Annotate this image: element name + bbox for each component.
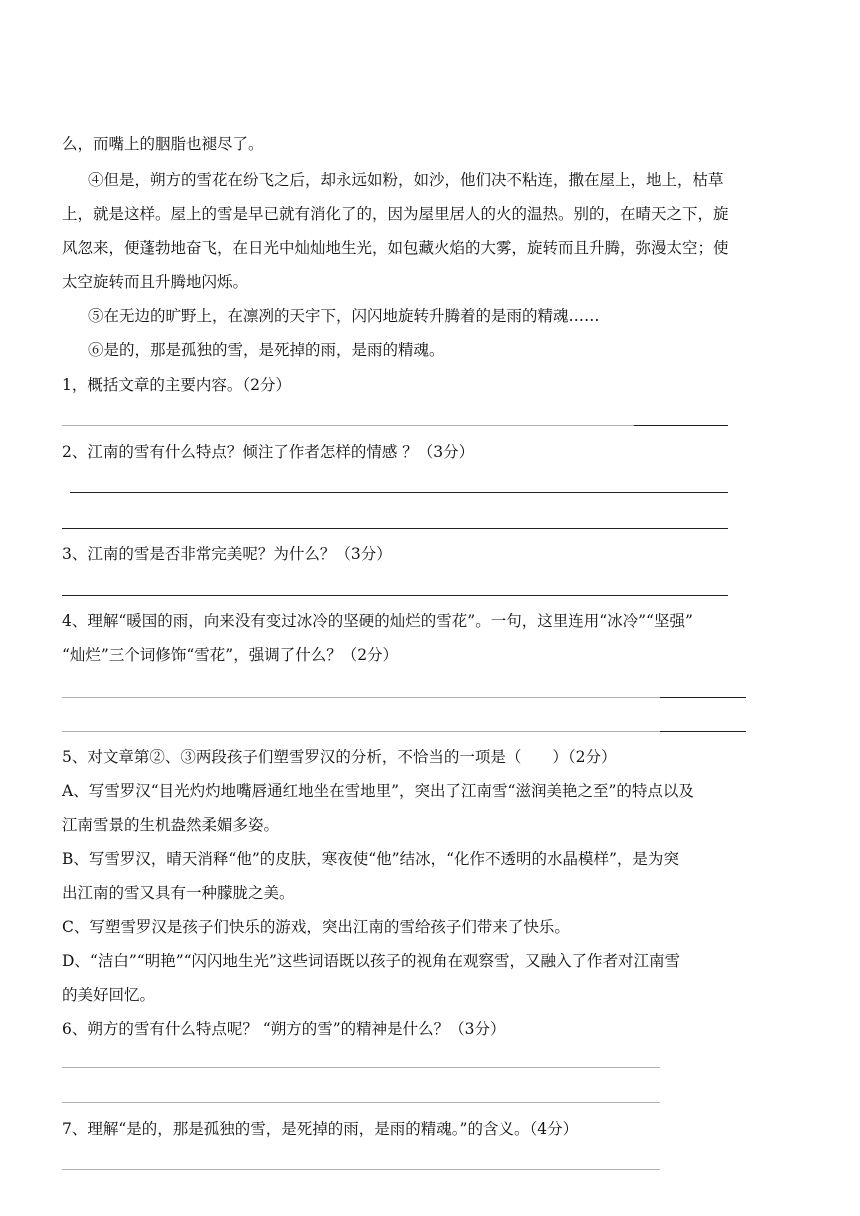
option-a-line: A、写雪罗汉“目光灼灼地嘴唇通红地坐在雪地里”，突出了江南雪“滋润美艳之至”的特点以及 — [62, 782, 694, 800]
answer-line[interactable] — [62, 1102, 660, 1103]
paragraph-6: ⑥是的，那是孤独的雪，是死掉的雨，是雨的精魂。 — [88, 341, 445, 359]
answer-line[interactable] — [660, 697, 746, 698]
option-d-line: 的美好回忆。 — [62, 986, 156, 1004]
question-5: 5、对文章第②、③两段孩子们塑雪罗汉的分析，不恰当的一项是（ ）（2分） — [62, 748, 617, 766]
answer-line[interactable] — [62, 425, 634, 426]
paragraph-5: ⑤在无边的旷野上，在凛冽的天宇下，闪闪地旋转升腾着的是雨的精魂…… — [88, 307, 600, 325]
paragraph-4-line: ④但是，朔方的雪花在纷飞之后，却永远如粉，如沙，他们决不粘连，撒在屋上，地上，枯草 — [88, 171, 724, 189]
question-4-line: “灿烂”三个词修饰“雪花”，强调了什么？（2分） — [62, 646, 399, 664]
option-b-line: 出江南的雪又具有一种朦胧之美。 — [62, 884, 295, 902]
answer-line[interactable] — [62, 595, 728, 596]
answer-line[interactable] — [62, 1067, 660, 1068]
option-b-line: B、写雪罗汉，晴天消释“他”的皮肤，寒夜使“他”结冰，“化作不透明的水晶模样”，是为突 — [62, 850, 679, 868]
question-3: 3、江南的雪是否非常完美呢？为什么？（3分） — [62, 545, 392, 563]
question-7: 7、理解“是的，那是孤独的雪，是死掉的雨，是雨的精魂。”的含义。（4分） — [62, 1120, 579, 1138]
option-a-line: 江南雪景的生机盎然柔媚多姿。 — [62, 816, 280, 834]
answer-line[interactable] — [660, 731, 746, 732]
question-2: 2、江南的雪有什么特点？倾注了作者怎样的情感 ？（3分） — [62, 443, 475, 461]
paragraph-4-line: 上，就是这样。屋上的雪是早已就有消化了的，因为屋里居人的火的温热。别的，在晴天之下，旋 — [62, 205, 729, 223]
answer-line[interactable] — [634, 425, 728, 426]
answer-line[interactable] — [62, 528, 728, 529]
answer-line[interactable] — [62, 697, 660, 698]
question-6: 6、朔方的雪有什么特点呢？ “朔方的雪”的精神是什么？（3分） — [62, 1020, 506, 1038]
answer-line[interactable] — [70, 492, 728, 493]
question-4-line: 4、理解“暖国的雨，向来没有变过冰冷的坚硬的灿烂的雪花”。一句，这里连用“冰冷”“坚强” — [62, 612, 693, 630]
answer-line[interactable] — [62, 1169, 660, 1170]
paragraph-4-line: 风忽来，便蓬勃地奋飞，在日光中灿灿地生光，如包藏火焰的大雾，旋转而且升腾，弥漫太空；使 — [62, 239, 729, 257]
option-d-line: D、“洁白”“明艳”“闪闪地生光”这些词语既以孩子的视角在观察雪，又融入了作者对江南雪 — [62, 952, 680, 970]
answer-line[interactable] — [62, 731, 660, 732]
passage-line: 么，而嘴上的胭脂也褪尽了。 — [62, 135, 264, 153]
paragraph-4-line: 太空旋转而且升腾地闪烁。 — [62, 273, 249, 291]
question-1: 1，概括文章的主要内容。（2分） — [62, 376, 291, 394]
option-c: C、写塑雪罗汉是孩子们快乐的游戏，突出江南的雪给孩子们带来了快乐。 — [62, 918, 570, 936]
